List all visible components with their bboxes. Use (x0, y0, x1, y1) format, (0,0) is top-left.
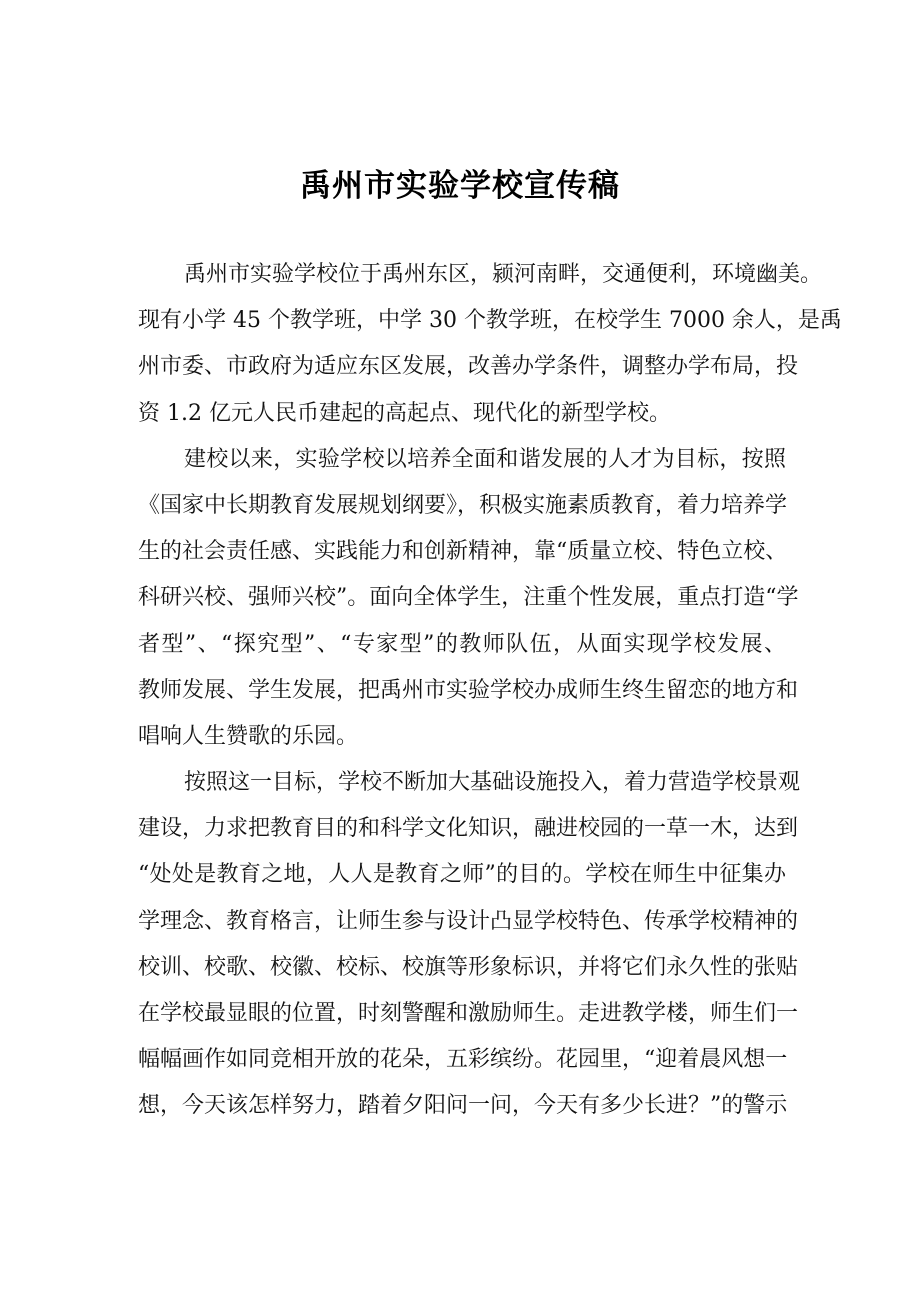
paragraph-line: 禹州市实验学校位于禹州东区，颍河南畔，交通便利，环境幽美。 (184, 262, 823, 287)
paragraph-line: 想，今天该怎样努力，踏着夕阳问一问，今天有多少长进？”的警示 (138, 1093, 788, 1119)
paragraph-line: 建设，力求把教育目的和科学文化知识，融进校园的一草一木，达到 (138, 816, 799, 842)
paragraph-line: 生的社会责任感、实践能力和创新精神，靠“质量立校、特色立校、 (138, 539, 788, 565)
paragraph-line: 建校以来，实验学校以培养全面和谐发展的人才为目标，按照 (184, 446, 786, 472)
paragraph-line: 州市委、市政府为适应东区发展，改善办学条件，调整办学布局，投 (138, 354, 799, 380)
paragraph-line: 现有小学 45 个教学班，中学 30 个教学班，在校学生 7000 余人，是禹 (138, 308, 842, 334)
paragraph-line: 唱响人生赞歌的乐园。 (138, 723, 359, 749)
paragraph-line: 科研兴校、强师兴校”。面向全体学生，注重个性发展，重点打造“学 (138, 585, 799, 611)
paragraph-line: 者型”、“探究型”、“专家型”的教师队伍，从面实现学校发展、 (138, 631, 786, 657)
paragraph-line: 按照这一目标，学校不断加大基础设施投入，着力营造学校景观 (184, 770, 801, 796)
paragraph-line: 校训、校歌、校徽、校标、校旗等形象标识，并将它们永久性的张贴 (138, 954, 799, 980)
document-body (138, 252, 842, 1130)
paragraph-2 (138, 437, 799, 760)
paragraph-line: 在学校最显眼的位置，时刻警醒和激励师生。走进教学楼，师生们一 (138, 1001, 799, 1026)
paragraph-line: 《国家中长期教育发展规划纲要》，积极实施素质教育，着力培养学 (138, 492, 788, 518)
paragraph-line: 学理念、教育格言，让师生参与设计凸显学校特色、传承学校精神的 (138, 908, 799, 934)
paragraph-line: 教师发展、学生发展，把禹州市实验学校办成师生终生留恋的地方和 (138, 677, 799, 703)
paragraph-line: 幅幅画作如同竞相开放的花朵，五彩缤纷。花园里，“迎着晨风想一 (138, 1047, 788, 1073)
paragraph-line: “处处是教育之地，人人是教育之师”的目的。学校在师生中征集办 (138, 862, 786, 888)
document-title: 禹州市实验学校宣传稿 (300, 168, 620, 204)
paragraph-3 (138, 760, 801, 1130)
paragraph-line: 资 1.2 亿元人民币建起的高起点、现代化的新型学校。 (138, 400, 671, 426)
paragraph-1 (138, 252, 842, 437)
